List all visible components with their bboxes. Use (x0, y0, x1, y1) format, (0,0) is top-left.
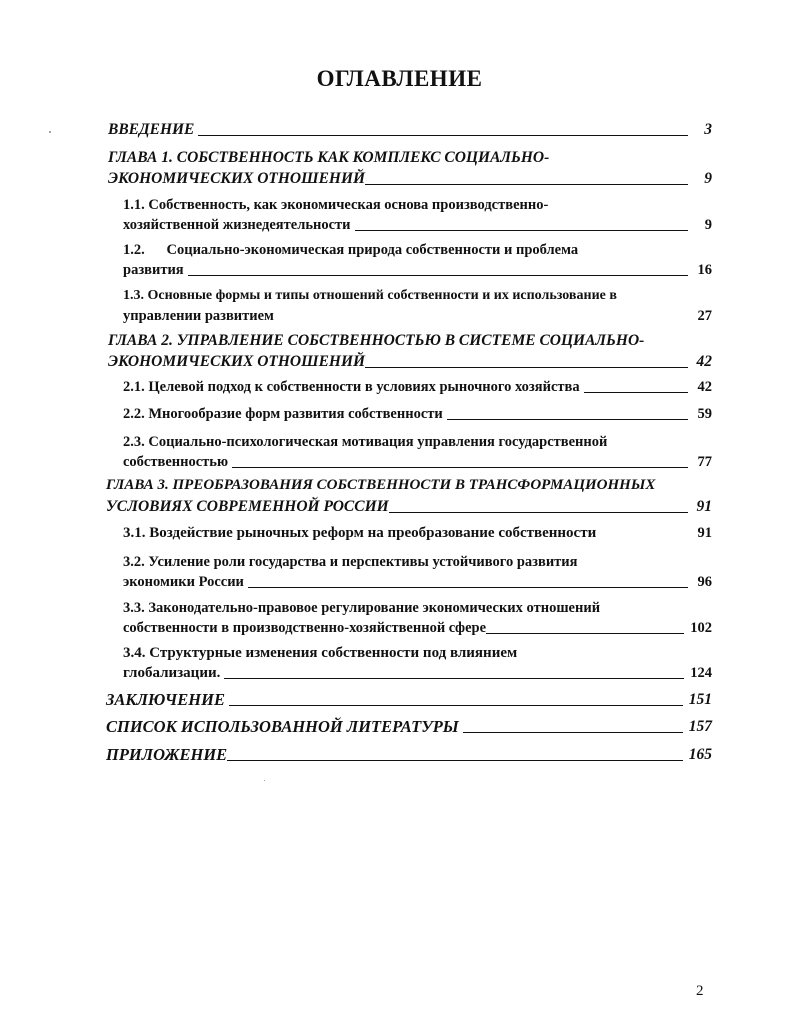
toc-entry-title: 2.1. Целевой подход к собственности в условиях рыночного хозяйства (123, 379, 580, 395)
toc-entry-page: 59 (697, 406, 712, 422)
toc-entry-page: 42 (696, 353, 712, 370)
toc-entry-3-4[interactable] (123, 643, 712, 683)
scan-speck (49, 131, 51, 133)
toc-entry-page: 151 (688, 691, 712, 708)
toc-entry-page: 96 (697, 574, 712, 590)
leader-line (188, 274, 688, 276)
page-number: 2 (696, 983, 704, 999)
toc-entry-page: 27 (697, 308, 712, 324)
toc-entry-page: 77 (697, 454, 712, 470)
toc-entry-1-1[interactable] (123, 195, 712, 235)
leader-line (447, 418, 688, 420)
leader-line (389, 511, 688, 513)
toc-entry-title-line1: 2.3. Социально-психологическая мотивация управления государственной (123, 434, 608, 450)
toc-entry-title: 3.1. Воздействие рыночных реформ на преобразование собственности (123, 525, 597, 541)
toc-entry-appendix[interactable] (106, 744, 712, 765)
toc-entry-title-line2: хозяйственной жизнедеятельности (123, 217, 351, 233)
toc-entry-conclusion[interactable] (106, 689, 712, 710)
leader-line (224, 677, 684, 679)
toc-entry-1-2[interactable] (123, 240, 712, 280)
page-title: ОГЛАВЛЕНИЕ (316, 66, 483, 91)
toc-entry-3-1[interactable] (123, 523, 712, 543)
leader-line (248, 586, 688, 588)
toc-entry-title: ПРИЛОЖЕНИЕ (106, 745, 228, 764)
leader-line (198, 134, 688, 136)
toc-entry-title: ВВЕДЕНИЕ (108, 121, 195, 138)
toc-entry-page: 124 (690, 665, 712, 681)
toc-entry-title: СПИСОК ИСПОЛЬЗОВАННОЙ ЛИТЕРАТУРЫ (106, 717, 459, 736)
toc-entry-title-line1: 1.2. Социально-экономическая природа собственности и проблема (123, 242, 579, 258)
toc-entry-title-line2: развития (123, 262, 184, 278)
leader-line (355, 229, 688, 231)
toc-entry-title-line1: 1.3. Основные формы и типы отношений собственности и их использование в (123, 288, 617, 303)
toc-entry-title: ЗАКЛЮЧЕНИЕ (106, 690, 225, 709)
toc-entry-title-line2: управлении развитием (123, 308, 274, 324)
toc-entry-page: 157 (688, 718, 712, 735)
leader-line (365, 183, 688, 185)
leader-space (278, 321, 688, 322)
toc-entry-title-line2: ЭКОНОМИЧЕСКИХ ОТНОШЕНИЙ (108, 170, 366, 187)
toc-entry-title: 2.2. Многообразие форм развития собственности (123, 406, 443, 422)
leader-space (600, 538, 688, 539)
toc-entry-page: 102 (690, 620, 712, 636)
toc-entry-bibliography[interactable] (106, 716, 712, 737)
leader-line (486, 632, 684, 634)
toc-entry-chapter-3[interactable] (106, 475, 712, 517)
toc-entry-page: 165 (688, 746, 712, 763)
leader-line (365, 366, 688, 368)
toc-entry-page: 9 (704, 170, 712, 187)
toc-entry-page: 3 (704, 121, 712, 138)
toc-entry-title-line1: 3.3. Законодательно-правовое регулирование экономических отношений (123, 600, 601, 616)
toc-entry-2-3[interactable] (123, 432, 712, 472)
toc-entry-title-line1: ГЛАВА 2. УПРАВЛЕНИЕ СОБСТВЕННОСТЬЮ В СИСТЕМЕ СОЦИАЛЬНО- (108, 332, 645, 349)
toc-entry-title-line1: ГЛАВА 3. ПРЕОБРАЗОВАНИЯ СОБСТВЕННОСТИ В ТРАНСФОРМАЦИОННЫХ (106, 477, 656, 493)
toc-entry-introduction[interactable] (108, 119, 712, 140)
scan-speck (264, 780, 265, 781)
toc-entry-title-line2: экономики России (123, 574, 244, 590)
toc-entry-title-line1: 3.2. Усиление роли государства и перспективы устойчивого развития (123, 554, 578, 570)
toc-entry-chapter-2[interactable] (108, 330, 712, 372)
toc-entry-title-line1: ГЛАВА 1. СОБСТВЕННОСТЬ КАК КОМПЛЕКС СОЦИАЛЬНО- (108, 149, 550, 166)
toc-entry-page: 91 (696, 498, 712, 515)
toc-entry-title-line1: 3.4. Структурные изменения собственности под влиянием (123, 645, 518, 661)
toc-entry-3-2[interactable] (123, 552, 712, 592)
leader-line (584, 391, 688, 393)
toc-entry-page: 9 (704, 217, 712, 233)
toc-entry-chapter-1[interactable] (108, 147, 712, 189)
toc-entry-page: 16 (697, 262, 712, 278)
toc-entry-3-3[interactable] (123, 598, 712, 638)
toc-entry-title-line2: собственности в производственно-хозяйственной сфере (123, 620, 487, 636)
leader-line (229, 704, 683, 706)
toc-entry-title-line2: глобализации. (123, 665, 221, 681)
leader-line (227, 759, 683, 761)
toc-entry-1-3[interactable] (123, 286, 712, 326)
leader-line (463, 731, 683, 733)
toc-entry-2-1[interactable] (123, 377, 712, 397)
toc-entry-2-2[interactable] (123, 404, 712, 424)
toc-entry-title-line2: собственностью (123, 454, 229, 470)
toc-entry-page: 42 (697, 379, 712, 395)
toc-entry-title-line2: УСЛОВИЯХ СОВРЕМЕННОЙ РОССИИ (106, 498, 389, 515)
leader-line (232, 466, 688, 468)
toc-entry-page: 91 (697, 525, 712, 541)
toc-entry-title-line2: ЭКОНОМИЧЕСКИХ ОТНОШЕНИЙ (108, 353, 366, 370)
toc-entry-title-line1: 1.1. Собственность, как экономическая основа производственно- (123, 197, 549, 213)
